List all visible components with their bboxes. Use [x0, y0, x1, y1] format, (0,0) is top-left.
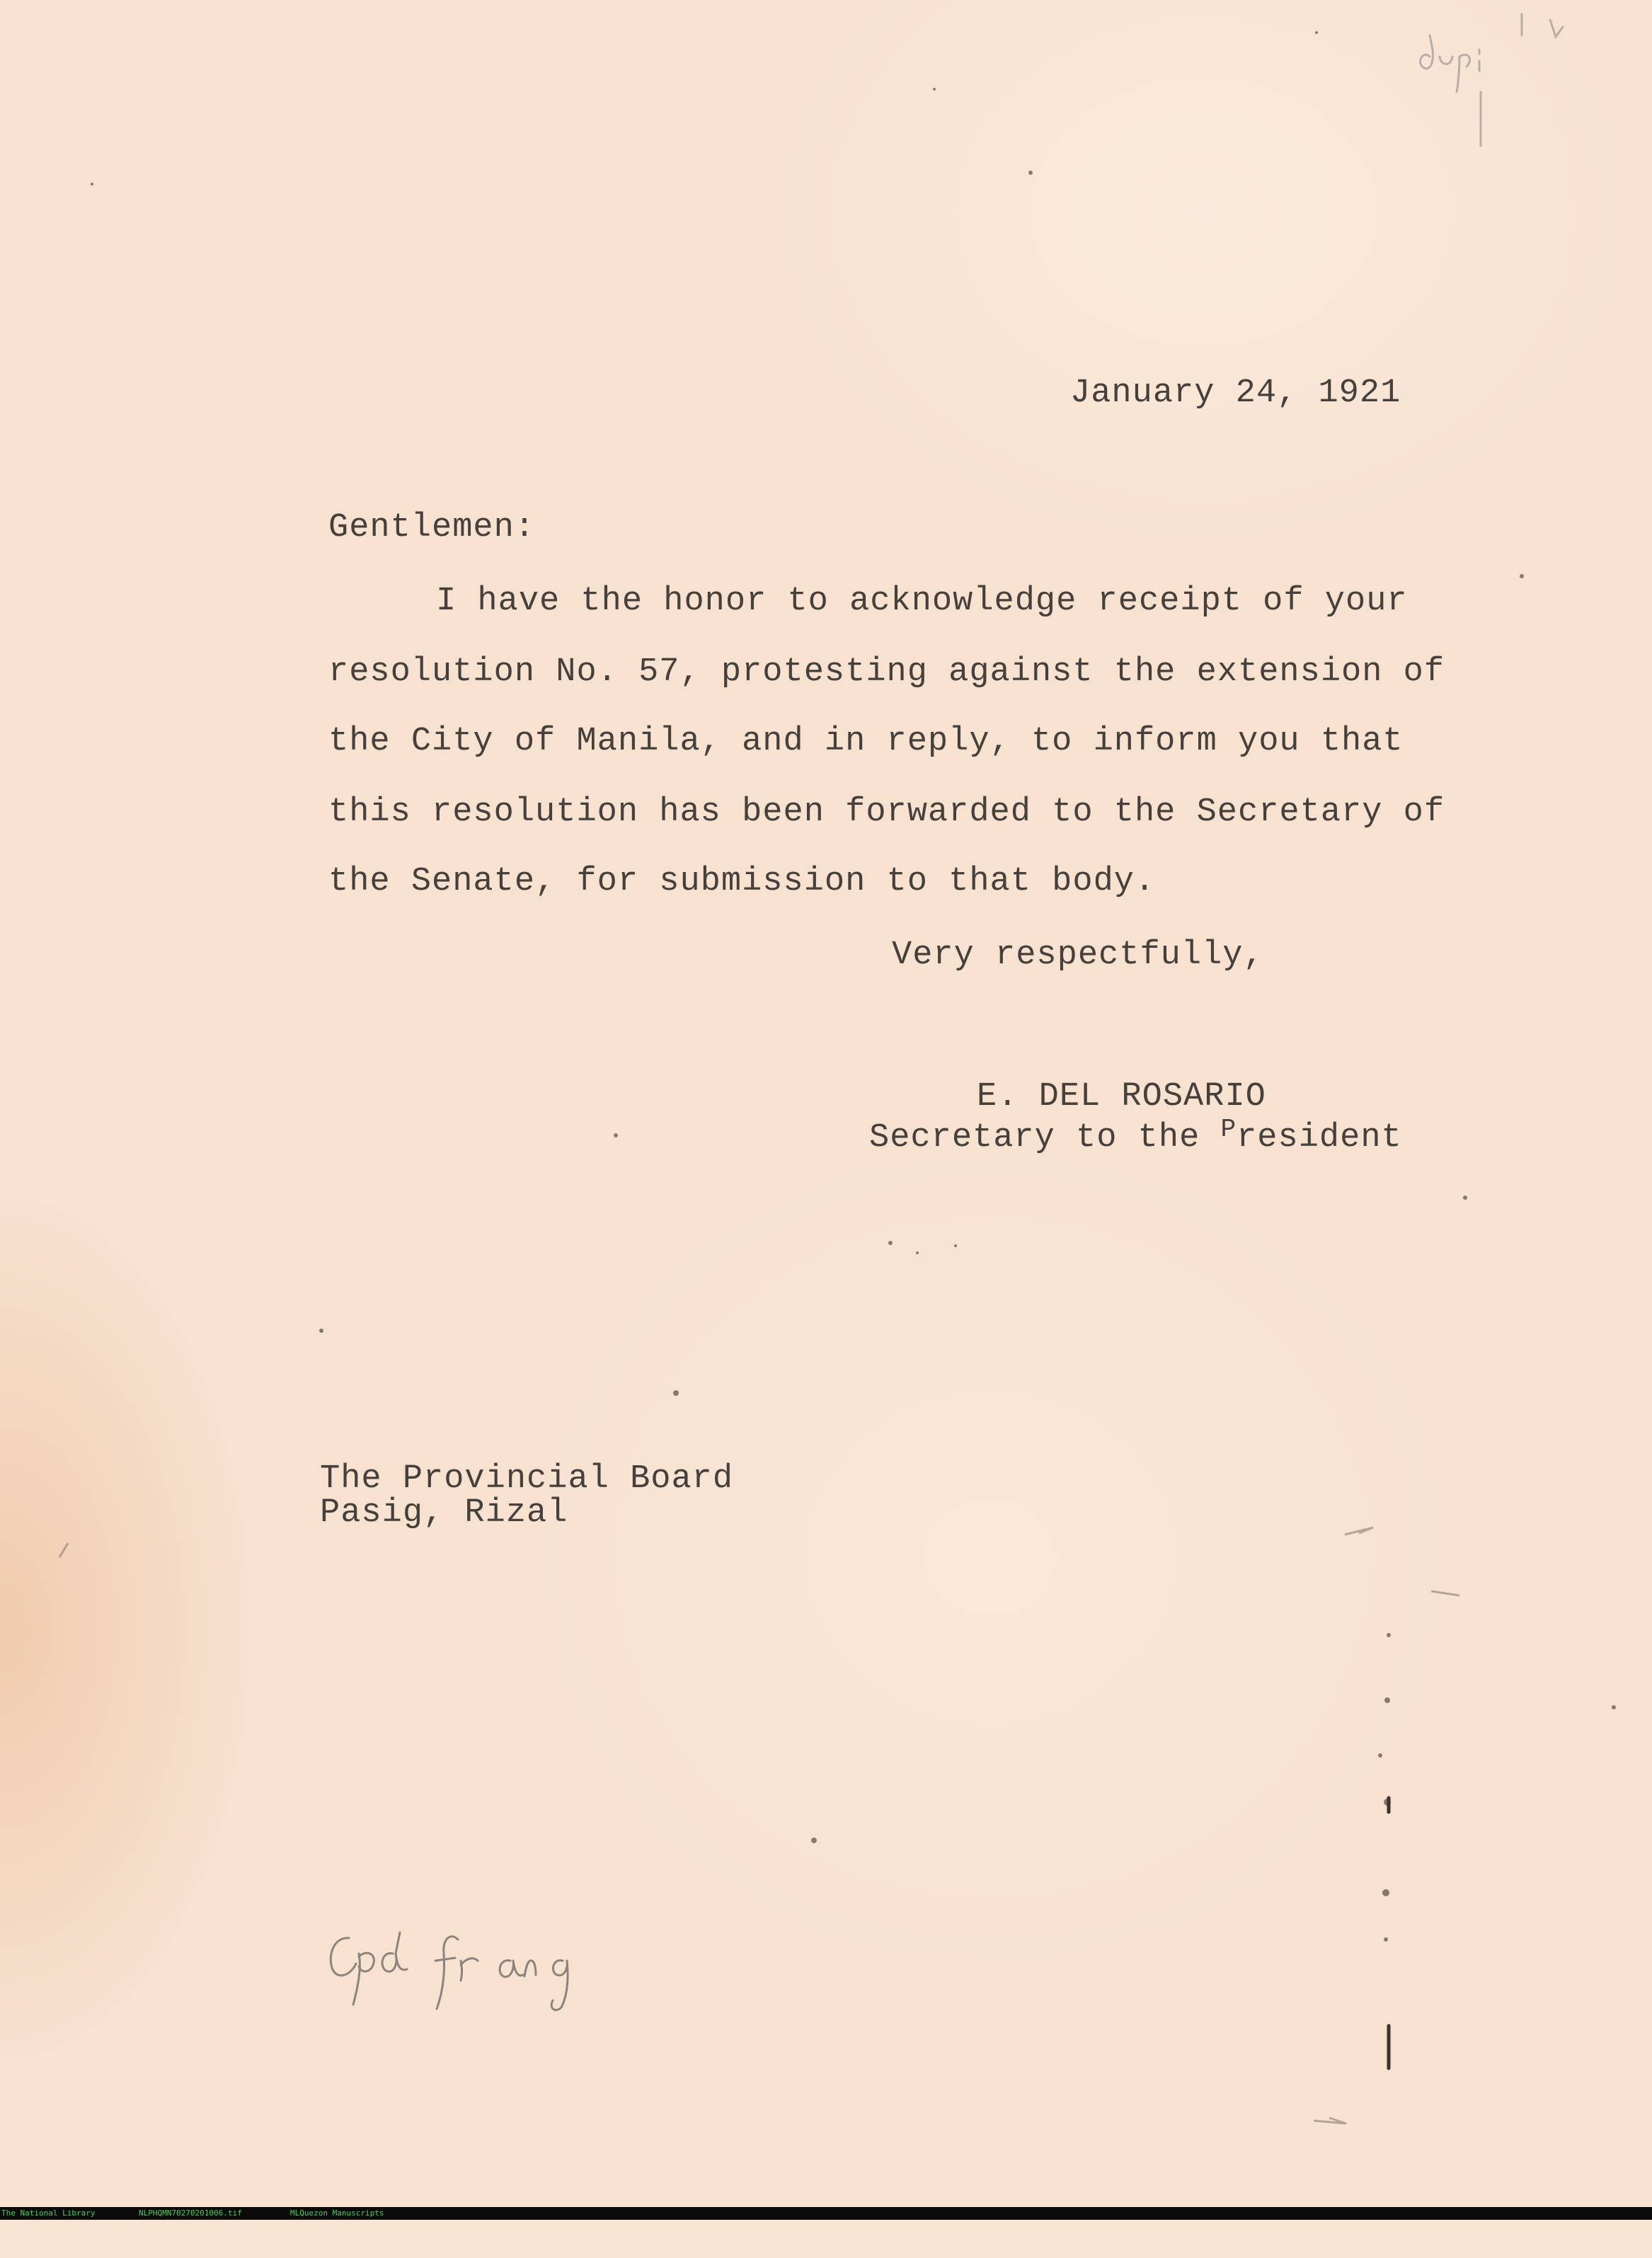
recipient-line-1: The Provincial Board [320, 1460, 734, 1498]
signer-title [869, 1115, 1402, 1157]
body-line-1: I have the honor to acknowledge receipt of your [436, 583, 1408, 620]
corner-pencil-marks [1409, 7, 1593, 149]
recipient-line-2: Pasig, Rizal [320, 1494, 568, 1532]
signer-title-rest: resident [1237, 1119, 1402, 1157]
body-line-4: this resolution has been forwarded to the Secretary of [328, 793, 1445, 831]
handwritten-note [322, 1925, 648, 2017]
body-line-5: the Senate, for submission to that body. [328, 863, 1156, 900]
scan-footer-bar [0, 2207, 1652, 2220]
closing: Very respectfully, [892, 936, 1264, 974]
footer-file-name: NLPHQMN70270201006.tif [139, 2208, 242, 2218]
body-line-2: resolution No. 57, protesting against the extension of [328, 653, 1445, 691]
signer-title-cap: P [1220, 1115, 1237, 1144]
signer-name: E. DEL ROSARIO [977, 1078, 1266, 1116]
signer-title-prefix: Secretary to the [869, 1119, 1221, 1157]
letter-date: January 24, 1921 [1070, 374, 1401, 412]
footer-collection: MLQuezon Manuscripts [290, 2208, 384, 2218]
footer-library: The National Library [1, 2208, 96, 2218]
salutation: Gentlemen: [328, 509, 536, 546]
body-line-3: the City of Manila, and in reply, to inform you that [328, 723, 1404, 760]
